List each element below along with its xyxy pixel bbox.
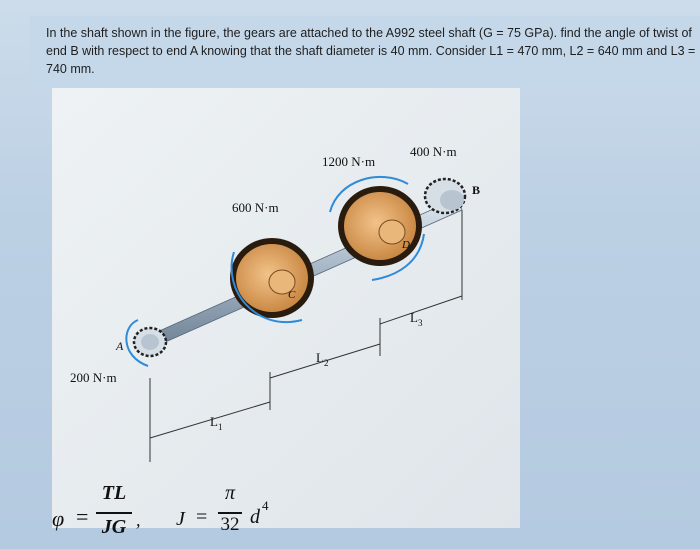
length-label-l3: $L_3$ [410, 310, 423, 328]
pi-symbol: π [224, 482, 236, 504]
phi-symbol: φ [52, 506, 65, 531]
d-exponent: 4 [262, 498, 269, 513]
point-label-a: A [116, 339, 124, 353]
end-b-spline [425, 179, 465, 213]
j-symbol: J [176, 508, 185, 530]
point-label-c: C [288, 289, 296, 301]
length-label-l1: $L_1$ [210, 414, 223, 432]
point-label-d: D [402, 239, 410, 251]
torque-label-c: 600 N·m [232, 200, 279, 215]
j-equals: = [196, 506, 208, 528]
problem-statement: In the shaft shown in the figure, the gears are attached to the A992 steel shaft (G = 75 GPa). find the angle of twist of end B with respect to end A knowing that the shaft diameter is 40 mm. Consider L1 = 470 mm, L2 = 640 mm and L3 = 740 mm. [46, 26, 696, 76]
torque-label-a: 200 N·m [70, 370, 117, 385]
point-label-b: B [472, 183, 481, 197]
phi-numerator: TL [101, 482, 127, 504]
phi-comma: , [136, 510, 141, 530]
length-label-l2: $L_2$ [316, 350, 329, 368]
j-denominator: 32 [220, 514, 240, 535]
end-a-spline [134, 328, 166, 356]
d-symbol: d [250, 506, 260, 528]
torque-label-d: 1200 N·m [322, 154, 376, 169]
phi-equals: = [76, 504, 89, 529]
torque-label-b: 400 N·m [410, 144, 457, 159]
phi-denominator: JG [101, 516, 127, 538]
